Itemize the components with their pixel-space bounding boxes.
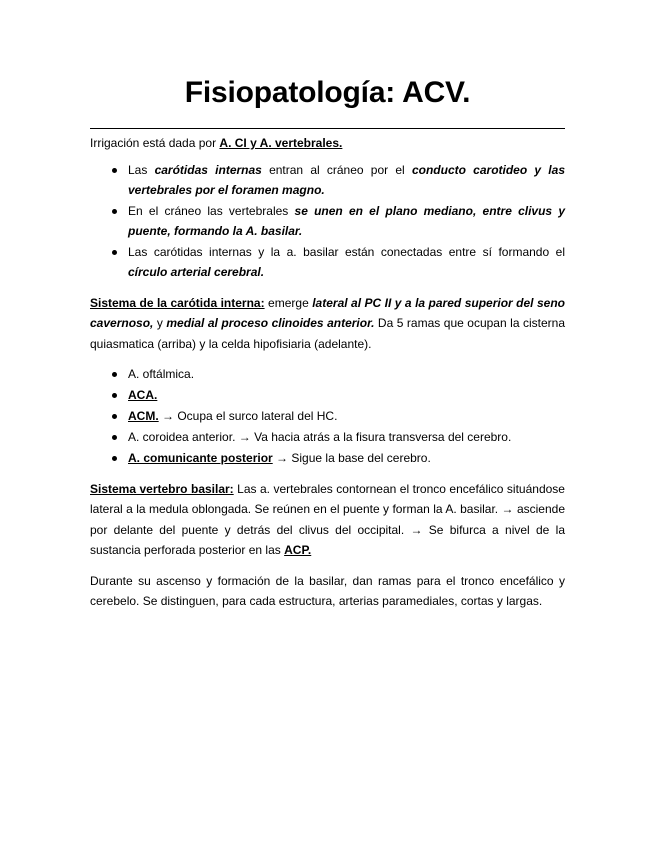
branch-label: A. comunicante posterior [128, 451, 273, 465]
branch-description: → Va hacia atrás a la fisura transversa del cerebro. [235, 430, 512, 444]
title-divider [90, 128, 565, 129]
list-item [90, 364, 565, 385]
paragraph-emphasis: medial al proceso clinoides anterior. [166, 316, 375, 330]
list-item [90, 242, 565, 283]
branch-label: ACA. [128, 388, 158, 402]
bullet-list-carotid-branches [90, 364, 565, 469]
branch-description: → Sigue la base del cerebro. [272, 451, 431, 465]
intro-highlight: A. CI y A. vertebrales. [219, 136, 343, 150]
list-text: entran al cráneo por el [261, 162, 412, 177]
list-emphasis: círculo arterial cerebral. [128, 265, 265, 279]
paragraph-emphasis: lateral al PC II y a la pared superior del seno cavernoso, [90, 295, 565, 330]
carotid-paragraph [90, 293, 565, 355]
closing-paragraph: Durante su ascenso y formación de la basilar, dan ramas para el tronco encefálico y cerebelo. Se distinguen, para cada estructura, arterias paramediales, cortas y largas. [90, 573, 565, 608]
intro-paragraph [90, 133, 565, 154]
vertebro-paragraph [90, 479, 565, 561]
section-heading: Sistema vertebro basilar: [90, 481, 234, 496]
paragraph-text: emerge [264, 295, 313, 310]
paragraph-text: y [153, 316, 167, 330]
document-body [90, 133, 565, 612]
list-emphasis: se unen en el plano mediano, entre clivus y puente, formando la A. basilar. [128, 203, 565, 238]
branch-label: A. oftálmica. [128, 367, 195, 381]
list-item [90, 385, 565, 406]
branch-description: → Ocupa el surco lateral del HC. [158, 409, 338, 423]
page-title: Fisiopatología: ACV. [184, 76, 471, 109]
bullet-list-irrigation [90, 160, 565, 283]
list-item [90, 406, 565, 427]
branch-label: A. coroidea anterior. [128, 430, 236, 444]
paragraph-text: Da 5 ramas que ocupan la cisterna quiasmatica (arriba) y la celda hipofisiaria (adelante). [90, 316, 566, 351]
list-item [90, 160, 565, 201]
list-emphasis: conducto carotideo y las vertebrales por el foramen magno. [128, 162, 565, 197]
paragraph-emphasis: ACP. [284, 543, 312, 557]
intro-text: Irrigación está dada por [90, 136, 220, 150]
list-text: Las carótidas internas y la a. basilar están conectadas entre sí formando el [128, 244, 565, 259]
paragraph-text: Las a. vertebrales contornean el tronco encefálico situándose lateral a la medula oblongada. Se reúnen en el puente y forman la A. basilar. → asciende por delante del puente y detrás del clivus del occipital. → Se bifurca a nivel de la sustancia perforada posterior en las [90, 481, 565, 557]
list-text: En el cráneo las vertebrales [128, 203, 295, 218]
list-text: Las [128, 162, 155, 177]
list-item [90, 201, 565, 242]
list-item [90, 427, 565, 448]
list-item [90, 448, 565, 469]
branch-label: ACM. [128, 409, 159, 423]
list-emphasis: carótidas internas [154, 162, 262, 177]
section-heading: Sistema de la carótida interna: [90, 295, 265, 310]
